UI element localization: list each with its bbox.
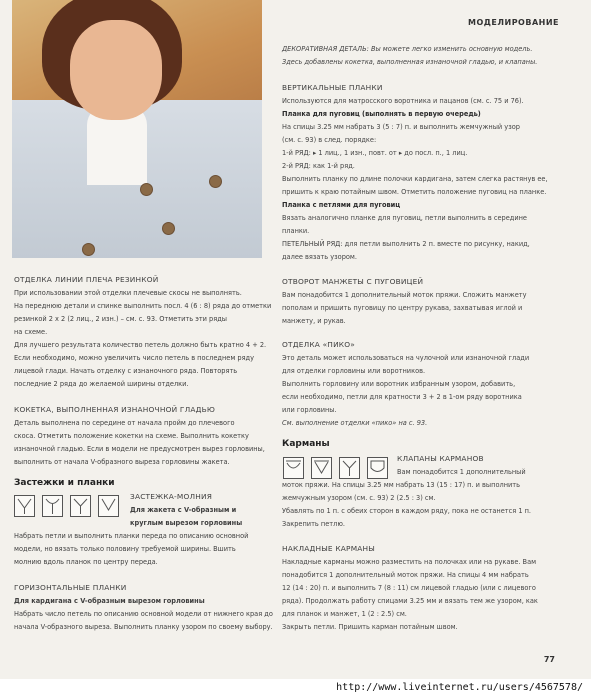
shoulder-line: На переднюю детали и спинке выполнить посл. 4 (6 : 8) ряда до отметки [14, 302, 272, 310]
patch-title: НАКЛАДНЫЕ КАРМАНЫ [282, 544, 376, 553]
zip-sub: круглым вырезом горловины [130, 519, 243, 527]
horizontal-title: ГОРИЗОНТАЛЬНЫЕ ПЛАНКИ [14, 583, 127, 592]
horizontal-line: Набрать число петель по описанию основной модели от нижнего края до [14, 610, 273, 618]
zip-line: Набрать петли и выполнить планки переда по описанию основной [14, 532, 249, 540]
picot-title: ОТДЕЛКА «ПИКО» [282, 340, 355, 349]
section-header: МОДЕЛИРОВАНИЕ [468, 18, 559, 27]
patch-line: для планок и манжет, 1 (2 : 2.5) см. [282, 610, 407, 618]
shoulder-line: Если необходимо, можно увеличить число петель в последнем ряду [14, 354, 255, 362]
shoulder-line: лицевой глади. Начать отделку с изнаночного ряда. Повторять [14, 367, 238, 375]
placket-diagram-icon [42, 495, 63, 517]
flaps-line: Вам понадобится 1 дополнительный [397, 468, 526, 476]
footer-bar [0, 679, 591, 699]
zip-line: модели, но вязать только половину требуемой ширины. Вшить [14, 545, 236, 553]
pocket-flap-diagram-icon [339, 457, 360, 479]
shoulder-line: последние 2 ряда до желаемой ширины отделки. [14, 380, 189, 388]
zip-title: ЗАСТЕЖКА-МОЛНИЯ [130, 492, 213, 501]
flaps-line: моток пряжи. На спицы 3.25 мм набрать 13 (15 : 17) п. и выполнить [282, 481, 521, 489]
photo-girl-cardigan [12, 0, 262, 258]
pocket-flap-diagram-icon [311, 457, 332, 479]
vertical-line: планки. [282, 227, 310, 235]
picot-line: для отделки горловины или воротников. [282, 367, 426, 375]
footer-url[interactable]: http://www.liveinternet.ru/users/4567578/ [336, 682, 583, 693]
page-number: 77 [543, 655, 555, 664]
horizontal-line: начала V-образного выреза. Выполнить планку узором по своему выбору. [14, 623, 273, 631]
vertical-line: ПЕТЕЛЬНЫЙ РЯД: для петли выполнить 2 п. вместе по рисунку, накид, [282, 240, 530, 248]
vertical-line: На спицы 3.25 мм набрать 3 (5 : 7) п. и выполнить жемчужный узор [282, 123, 520, 131]
button-shape [162, 222, 175, 235]
picot-line: Это деталь может использоваться на чулочной или изнаночной глади [282, 354, 530, 362]
vertical-line: пришить к краю потайным швом. Отметить положение пуговиц на планке. [282, 188, 547, 196]
flaps-title: КЛАПАНЫ КАРМАНОВ [397, 454, 484, 463]
button-shape [140, 183, 153, 196]
vertical-sub1: Планка для пуговиц (выполнять в первую очередь) [282, 110, 481, 118]
yoke-line: Деталь выполнена по середине от начала пройм до плечевого [14, 419, 235, 427]
pockets-section-title: Карманы [282, 439, 330, 449]
vertical-title: ВЕРТИКАЛЬНЫЕ ПЛАНКИ [282, 83, 383, 92]
horizontal-sub: Для кардигана с V-образным вырезом горловины [14, 597, 205, 605]
shoulder-line: на схеме. [14, 328, 48, 336]
zip-line: молнию вдоль планок по центру переда. [14, 558, 158, 566]
cuff-line: манжету, и рукав. [282, 317, 346, 325]
picot-line: или горловины. [282, 406, 337, 414]
vertical-line: 2-й РЯД: как 1-й ряд. [282, 162, 355, 170]
picot-line: Выполнить горловину или воротник избранным узором, добавить, [282, 380, 516, 388]
cuff-title: ОТВОРОТ МАНЖЕТЫ С ПУГОВИЦЕЙ [282, 277, 424, 286]
placket-diagram-icon [14, 495, 35, 517]
flaps-line: жемчужным узором (см. с. 93) 2 (2.5 : 3) см. [282, 494, 436, 502]
placket-diagram-icon [70, 495, 91, 517]
yoke-line: выполнить от начала V-образного выреза горловины жакета. [14, 458, 230, 466]
face-shape [70, 20, 162, 120]
patch-line: ряда). Продолжать работу спицами 3.25 мм и вязать тем же узором, как [282, 597, 538, 605]
shoulder-line: Для лучшего результата количество петель должно быть кратно 4 + 2. [14, 341, 267, 349]
decor-line: Здесь добавлены кокетка, выполненная изнаночной гладью, и клапаны. [282, 58, 538, 66]
flaps-line: Убавлять по 1 п. с обеих сторон в каждом ряду, пока не останется 1 п. [282, 507, 532, 515]
shoulder-line: При использовании этой отделки плечевые скосы не выполнять. [14, 289, 242, 297]
patch-line: Накладные карманы можно разместить на полочках или на рукаве. Вам [282, 558, 537, 566]
pocket-flap-diagram-icon [283, 457, 304, 479]
vertical-line: Выполнить планку по длине полочки кардигана, затем слегка растянув ее, [282, 175, 548, 183]
vertical-sub2: Планка с петлями для пуговиц [282, 201, 401, 209]
yoke-line: изнаночной гладью. Если в модели не предусмотрен вырез горловины, [14, 445, 265, 453]
picot-line: См. выполнение отделки «пико» на с. 93. [282, 419, 428, 427]
vertical-line: Вязать аналогично планке для пуговиц, петли выполнить в середине [282, 214, 527, 222]
vertical-line: (см. с. 93) в след. порядке: [282, 136, 377, 144]
yoke-line: скоса. Отметить положение кокетки на схеме. Выполнить кокетку [14, 432, 249, 440]
shoulder-title: ОТДЕЛКА ЛИНИИ ПЛЕЧА РЕЗИНКОЙ [14, 275, 159, 284]
decor-line: ДЕКОРАТИВНАЯ ДЕТАЛЬ: Вы можете легко изменить основную модель. [282, 45, 533, 53]
zip-sub: Для жакета с V-образным и [130, 506, 237, 514]
cuff-line: пополам и пришить пуговицу по центру рукава, захватывая иглой и [282, 304, 523, 312]
fastenings-section-title: Застежки и планки [14, 478, 115, 488]
patch-line: Закрыть петли. Пришить карман потайным швом. [282, 623, 458, 631]
button-shape [82, 243, 95, 256]
patch-line: 12 (14 : 20) п. и выполнить 7 (8 : 11) см лицевой гладью (или с лицевого [282, 584, 536, 592]
patch-line: понадобится 1 дополнительный моток пряжи. На спицы 4 мм набрать [282, 571, 529, 579]
flaps-line: Закрепить петлю. [282, 520, 345, 528]
placket-diagram-icon [98, 495, 119, 517]
vertical-intro: Используются для матросского воротника и пацанов (см. с. 75 и 76). [282, 97, 524, 105]
shoulder-line: резинкой 2 x 2 (2 лиц., 2 изн.) – см. с. 93. Отметить эти ряды [14, 315, 227, 323]
vertical-line: далее вязать узором. [282, 253, 357, 261]
yoke-title: КОКЕТКА, ВЫПОЛНЕННАЯ ИЗНАНОЧНОЙ ГЛАДЬЮ [14, 405, 216, 414]
picot-line: если необходимо, петли для кратности 3 + 2 в 1-ом ряду воротника [282, 393, 522, 401]
cuff-line: Вам понадобится 1 дополнительный моток пряжи. Сложить манжету [282, 291, 527, 299]
vertical-line: 1-й РЯД: ▸ 1 лиц., 1 изн., повт. от ▸ до посл. п., 1 лиц. [282, 149, 468, 157]
button-shape [209, 175, 222, 188]
pocket-flap-diagram-icon [367, 457, 388, 479]
